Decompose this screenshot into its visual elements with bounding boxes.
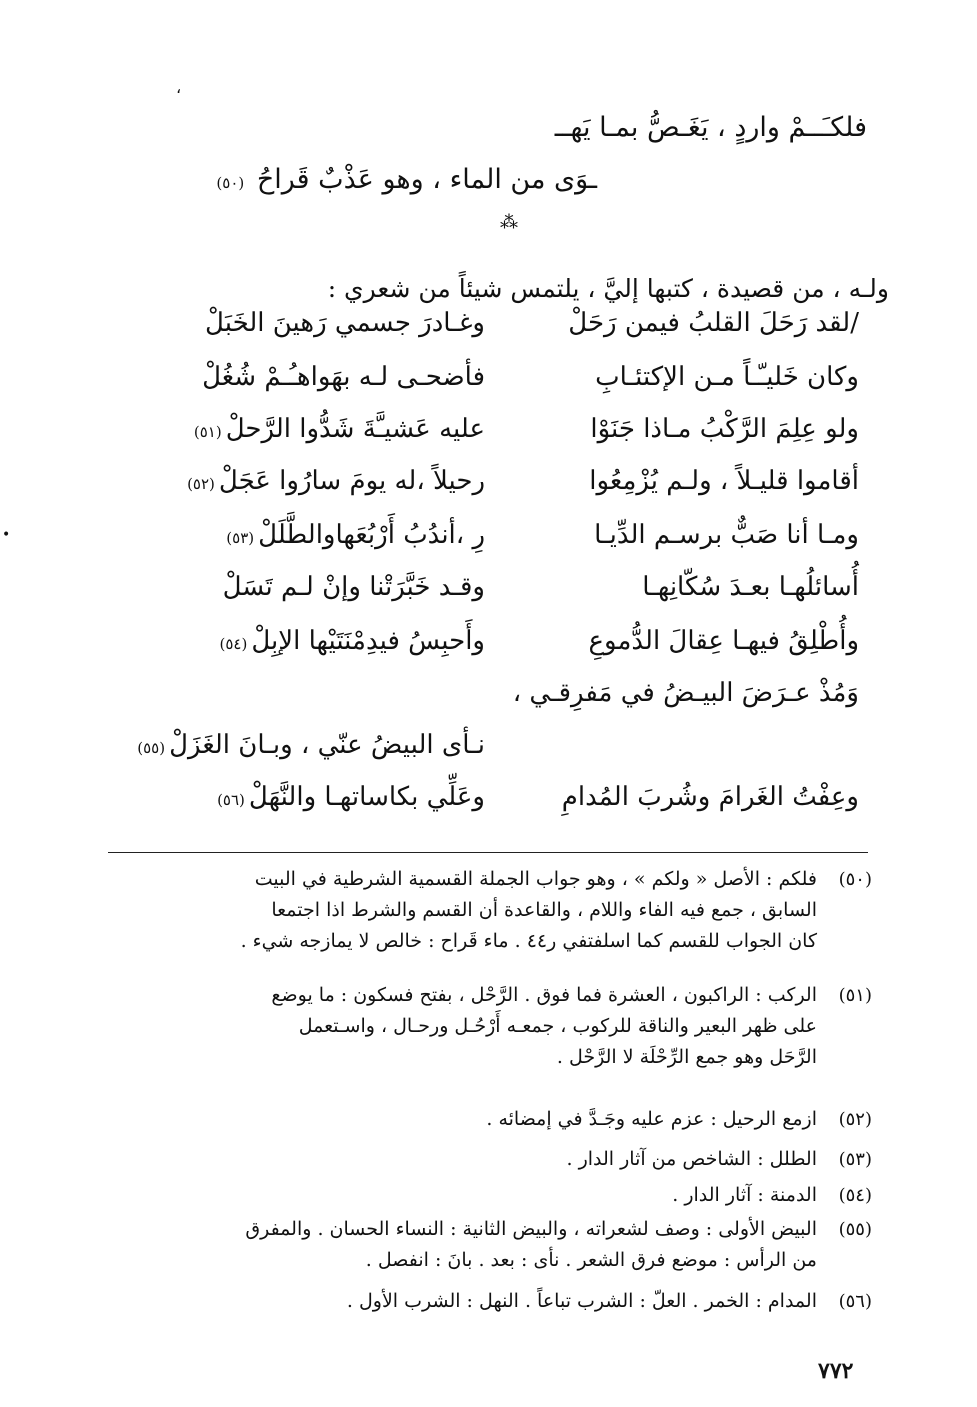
verse-first-hemistich: وعِفْتُ الغَرامَ وشُربَ المُدامِ xyxy=(561,782,859,812)
footnote-text: فلكم : الأصل « ولكم » ، وهو جواب الجملة القسمية الشرطية في البيت السابق ، جمع فيه الفاء واللام ، والقاعدة أن القسم والشرط اذا اجتمعا كان الجواب للقسم كما اسلفتفي ر٤٤ . ماء قَراح : خالص لا يمازجه شيء . xyxy=(240,868,817,952)
verse-first-hemistich: وَمُذْ عـرَضَ البيـضُ في مَفرِقـي ، xyxy=(512,678,859,708)
verse-first-hemistich: /لقد رَحَلَ القلبُ فيمن رَحَلْ xyxy=(568,308,859,338)
intro-verse-line-1: فلكـَــمْ واردٍ ، يَغَـصُّ بمـا يَهــ xyxy=(554,112,867,143)
footnote-number: (٥٤) xyxy=(838,1185,872,1206)
footnote-text: الركب : الراكبون ، العشرة فما فوق . الرَّحْل ، بفتح فسكون : ما يوضع على ظهر البعير والناقة للركوب ، جمعـه أَرْحُـل ورحـال ، واسـتعمل الرَّحَل وهو جمع الرِّحْلَة لا الرَّحْل . xyxy=(271,984,817,1068)
footnote-text: ازمع الرحيل : عزم عليه وجَـدَّ في إمضائه . xyxy=(486,1108,817,1130)
page-number: ٧٧٢ xyxy=(818,1358,854,1384)
footnote xyxy=(112,1214,872,1276)
intro-verse-line-2 xyxy=(216,164,597,195)
intro-verse-text: ـوَى من الماء ، وهو عَذْبٌ قَراحُ xyxy=(256,164,597,195)
hemistich-text: وعَلِّي بكاساتهـا والنَّهَلْ xyxy=(248,782,485,812)
footnote-ref: (٥٣) xyxy=(226,529,255,547)
footnote xyxy=(112,864,872,957)
footnote-text: البيض الأولى : وصف لشعراته ، والبيض الثانية : النساء الحسان . والمفرق من الرأس : موضع فرق الشعر . نأى : بعد . بانَ : انفصل . xyxy=(245,1218,817,1271)
verse-second-hemistich xyxy=(187,466,485,496)
footnote-ref: (٥٢) xyxy=(187,475,215,493)
verse-first-hemistich: أقاموا قليـلاً ، ولـم يُزْمِعُوا xyxy=(589,466,859,496)
hemistich-text: وقـد خَبَّرَتْنا وإنْ لـم تَسَلْ xyxy=(222,572,485,602)
footnote xyxy=(112,980,872,1073)
verse-second-hemistich xyxy=(220,626,486,656)
verse-first-hemistich: أُسائلُهـا بعـدَ سُكّانِهـا xyxy=(642,572,859,602)
footnote-separator xyxy=(108,852,868,853)
verse-second-hemistich xyxy=(205,308,485,338)
footnote-number: (٥٠) xyxy=(838,869,872,890)
verse-second-hemistich xyxy=(194,414,485,444)
footnote-ref: (٥٤) xyxy=(219,635,248,653)
hemistich-text: وغـادرَ جسمي رَهينَ الخَبَلْ xyxy=(205,308,485,338)
top-mark: ، xyxy=(176,78,182,97)
footnote-ref: (٥٥) xyxy=(137,739,166,757)
verse-second-hemistich xyxy=(226,520,485,550)
footnote-number: (٥١) xyxy=(838,985,872,1006)
verse-second-hemistich xyxy=(217,782,485,812)
verse-first-hemistich: ولو عِلِمَ الرَّكْبُ مـاذا جَنَوْا xyxy=(590,414,859,444)
footnote-text: الطلل : الشاخص من آثار الدار . xyxy=(566,1148,817,1170)
hemistich-text: نـأى البيضُ عنّي ، وبـانَ الغَزَلْ xyxy=(169,730,485,760)
verse-first-hemistich: ومـا أنا صَبٌّ برسـم الدِّيـا xyxy=(594,520,859,550)
verse-first-hemistich: وكان خَليـّـاً مـن الإكتئـابِ xyxy=(595,362,859,392)
footnote-number: (٥٣) xyxy=(838,1149,872,1170)
footnote-text: الدمنة : آثار الدار . xyxy=(672,1184,817,1206)
footnote-ref: (٥٠) xyxy=(216,174,245,192)
footnote-number: (٥٦) xyxy=(838,1291,872,1312)
footnote-text: المدام : الخمر . العلّ : الشرب تباعاً . النهل : الشرب الأول . xyxy=(346,1290,817,1312)
footnote-number: (٥٢) xyxy=(838,1109,872,1130)
verse-second-hemistich xyxy=(223,572,485,602)
verse-second-hemistich xyxy=(137,730,485,760)
footnote-ref: (٥٦) xyxy=(217,791,245,809)
footnote xyxy=(112,1104,872,1135)
verse-second-hemistich xyxy=(202,362,485,392)
hemistich-text: فأضحـى لـه بهَواهـُـمْ شُغُلْ xyxy=(202,362,485,392)
hemistich-text: عليه عَشيـَّةَ شَدُّوا الرَّحلْ xyxy=(225,414,485,444)
footnote xyxy=(112,1180,872,1211)
footnote xyxy=(112,1144,872,1175)
hemistich-text: رِ ،أندُبُ أَرْبُعَهاوالطَّلَلْ xyxy=(258,520,485,550)
footnote-number: (٥٥) xyxy=(838,1219,872,1240)
margin-mark: • xyxy=(2,527,11,543)
hemistich-text: رحيلاً ،له يومَ سارُوا عَجَلْ xyxy=(218,466,485,496)
footnote xyxy=(112,1286,872,1317)
poem-heading: ولـه ، من قصيدة ، كتبها إليَّ ، يلتمس شيئاً من شعري : xyxy=(327,274,889,303)
footnote-ref: (٥١) xyxy=(193,423,222,441)
hemistich-text: وأَحبِسُ فيدِمْنَتَيْها الإبِلْ xyxy=(251,626,485,656)
verse-first-hemistich: وأُطْلِقُ فيهـا عِقالَ الدُّموعِ xyxy=(588,626,859,656)
section-divider-stars: ⁂ xyxy=(500,212,516,233)
